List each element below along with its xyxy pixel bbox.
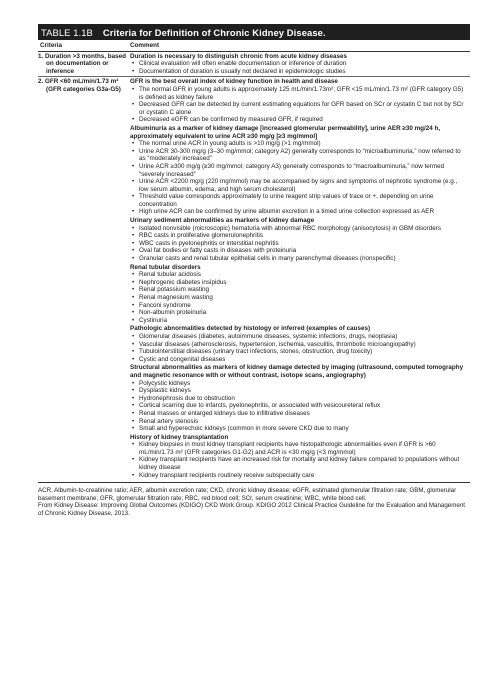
list-item: • Renal potassium wasting <box>130 286 468 294</box>
list-item: • Tubulointerstitial diseases (urinary tract infections, stones, obstruction, drug toxicity) <box>130 348 468 356</box>
section-heading: Renal tubular disorders <box>130 263 201 271</box>
list-item: • Dysplastic kidneys <box>130 387 468 395</box>
list-item: • Kidney transplant recipients routinely receive subspecialty care <box>130 472 468 480</box>
list-item: • WBC casts in pyelonephritis or interstitial nephritis <box>130 240 468 248</box>
table-container <box>38 24 470 518</box>
table-row <box>38 51 470 77</box>
list-item: • The normal GFR in young adults is approximately 125 mL/min/1.73m²; GFR <15 mL/min/1.73 m² (GFR category G5) is defined as kidney failure <box>130 86 468 101</box>
list-item: • Fanconi syndrome <box>130 302 468 310</box>
list-item: • Documentation of duration is usually not declared in epidemiologic studies <box>130 68 468 76</box>
bullet-list <box>130 225 468 263</box>
column-header-criteria: Criteria <box>38 40 128 51</box>
list-item: • Kidney biopsies in most kidney transplant recipients have histopathologic abnormalities even if GFR is >60 mL/min/1.73 m² (GFR categories G1-G2) and ACR is <30 mg/g (<3 mg/mmol) <box>130 441 468 456</box>
section-heading: Albuminuria as a marker of kidney damage [increased glomerular permeability], urine AER ≥30 mg/24 h, approximately equivalent to urine ACR ≥30 mg/g [≥3 mg/mmol] <box>130 124 441 140</box>
bullet-list <box>130 441 468 479</box>
list-item: • Nephrogenic diabetes insipidus <box>130 279 468 287</box>
list-item: • Glomerular diseases (diabetes, autoimmune diseases, systemic infections, drugs, neoplasia) <box>130 333 468 341</box>
list-item: • Renal artery stenosis <box>130 418 468 426</box>
list-item: • Cystinuria <box>130 317 468 325</box>
table-title: Criteria for Definition of Chronic Kidney Disease. <box>102 26 326 38</box>
list-item: • Threshold value corresponds approximately to urine reagent strip values of trace or +, depending on urine concentration <box>130 193 468 208</box>
list-item: • High urine ACR can be confirmed by urine albumin excretion in a timed urine collection expressed as AER <box>130 208 468 216</box>
list-item: • The normal urine ACR in young adults is >10 mg/g (>1 mg/mmol) <box>130 140 468 148</box>
list-item: • Kidney transplant recipients have an increased risk for mortality and kidney failure compared to populations without kidney disease <box>130 456 468 471</box>
comment-heading: Duration is necessary to distinguish chronic from acute kidney diseases <box>130 52 347 60</box>
list-item: • Renal magnesium wasting <box>130 294 468 302</box>
list-item: • Vascular diseases (atherosclerosis, hypertension, ischemia, vasculitis, thrombotic microangiopathy) <box>130 341 468 349</box>
list-item: • Cystic and congenital diseases <box>130 356 468 364</box>
table-source: From Kidney Disease: Improving Global Outcomes (KDIGO) CKD Work Group. KDIGO 2012 Clinical Practice Guideline for the Evaluation and Management of Chronic Kidney Disease, 2013. <box>38 502 466 518</box>
bullet-list <box>130 271 468 324</box>
list-item: • Renal tubular acidosis <box>130 271 468 279</box>
list-item: • Urine ACR <2200 mg/g (220 mg/mmol) may be accompanied by signs and symptoms of nephrotic syndrome (e.g., low serum albumin, edema, and high serum cholesterol) <box>130 178 468 193</box>
bullet-list <box>130 140 468 216</box>
criteria-cell: 2. GFR <60 mL/min/1.73 m² (GFR categories G3a-G5) <box>38 77 128 480</box>
table-row <box>38 77 470 480</box>
list-item: • Urine ACR 30-300 mg/g (3–30 mg/mmol; category A2) generally corresponds to “microalbuminuria,” now referred to as “moderately increased” <box>130 148 468 163</box>
table-bottom-rule <box>38 480 470 483</box>
list-item: • Renal masses or enlarged kidneys due to infiltrative diseases <box>130 410 468 418</box>
list-item: • Small and hyperechoic kidneys (common in more severe CKD due to many <box>130 425 468 433</box>
list-item: • Cortical scarring due to infarcts, pyelonephritis, or associated with vesicoureteral reflux <box>130 402 468 410</box>
comment-cell <box>128 77 470 480</box>
criteria-table <box>38 40 470 483</box>
comment-heading: GFR is the best overall index of kidney function in health and disease <box>130 78 338 86</box>
list-item: • Non-albumin proteinuria <box>130 309 468 317</box>
column-header-comment: Comment <box>128 40 470 51</box>
list-item: • Isolated nonvisible (microscopic) hematuria with abnormal RBC morphology (anisocytosis) in GBM disorders <box>130 225 468 233</box>
section-heading: Structural abnormalities as markers of kidney damage detected by imaging (ultrasound, computed tomography and magnetic resonance with or without contrast, isotope scans, angiography) <box>130 364 464 379</box>
bullet-list <box>130 86 468 124</box>
list-item: • Granular casts and renal tubular epithelial cells in many parenchymal diseases (nonspecific) <box>130 255 468 263</box>
table-number: TABLE 1.1B <box>41 26 93 38</box>
list-item: • Clinical evaluation will often enable documentation or inference of duration <box>130 60 468 68</box>
comment-cell <box>128 51 470 77</box>
section-heading: Urinary sediment abnormalities as markers of kidney damage <box>130 217 315 225</box>
section-heading: Pathologic abnormalities detected by histology or inferred (examples of causes) <box>130 325 371 333</box>
list-item: • Oval fat bodies or fatty casts in diseases with proteinuria <box>130 247 468 255</box>
list-item: • RBC casts in proliferative glomerulonephritis <box>130 232 468 240</box>
criteria-cell: 1. Duration >3 months, based on documentation or inference <box>38 52 126 75</box>
section-heading: History of kidney transplantation <box>130 433 229 441</box>
list-item: • Urine ACR ≥300 mg/g (≥30 mg/mmol; category A3) generally corresponds to “macroalbuminuria,” now termed “severely increased” <box>130 163 468 178</box>
list-item: • Decreased GFR can be detected by current estimating equations for GFR based on SCr or cystatin C but not by SCr or cystatin C alone <box>130 101 468 116</box>
bullet-list <box>130 60 468 75</box>
list-item: • Decreased eGFR can be confirmed by measured GFR, if required <box>130 116 468 124</box>
table-footnote: ACR, Albumin-to-creatinine ratio; AER, albumin excretion rate; CKD, chronic kidney disease; eGFR, estimated glomerular filtration rate; GBM, glomerular basement membrane; GFR, glomerular filtration rate; RBC, red blood cell; SCr, serum creatinine; WBC, white blood cell. <box>38 487 457 502</box>
list-item: • Hydronephrosis due to obstruction <box>130 395 468 403</box>
bullet-list <box>130 380 468 433</box>
table-title-bar <box>38 24 470 40</box>
list-item: • Polycystic kidneys <box>130 380 468 388</box>
bullet-list <box>130 333 468 363</box>
